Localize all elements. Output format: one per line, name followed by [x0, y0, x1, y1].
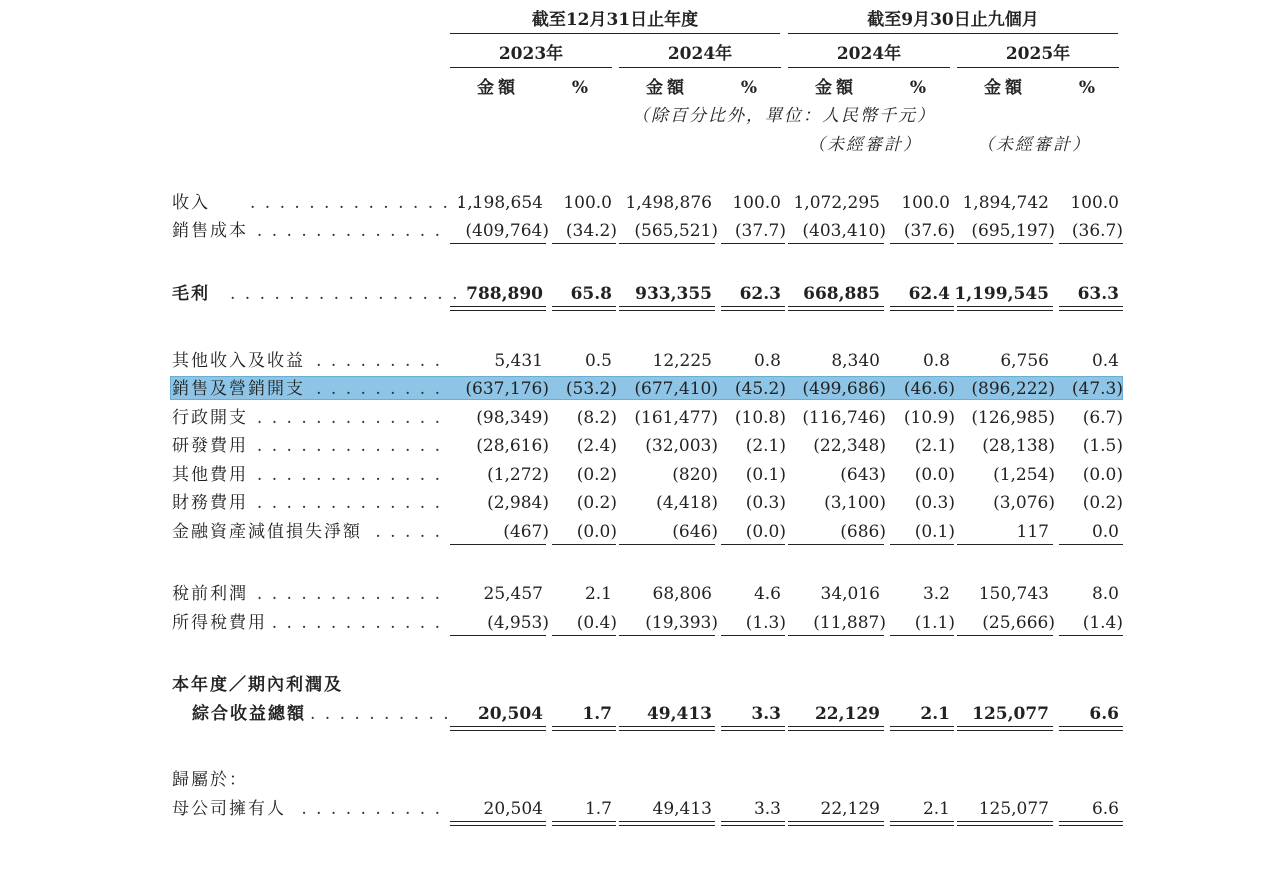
cell-amount: 20,504 [477, 704, 543, 724]
cell-percent: 0.5 [584, 351, 612, 371]
subtotal-rule [788, 544, 884, 545]
row-label-total-comprehensive-income: 綜合收益總額 [192, 704, 306, 724]
cell-percent: (53.2) [565, 379, 617, 399]
row-label-impairment-losses: 金融資產減值損失淨額 [172, 522, 362, 542]
subtotal-rule [957, 243, 1053, 244]
cell-amount: 20,504 [483, 799, 543, 819]
cell-amount: 8,340 [831, 351, 880, 371]
subtotal-rule [957, 635, 1053, 636]
subtotal-rule [890, 243, 954, 244]
cell-amount: (499,686) [802, 379, 886, 399]
total-double-rule [1059, 726, 1123, 731]
cell-percent: (0.3) [745, 493, 786, 513]
cell-percent: (36.7) [1071, 221, 1123, 241]
cell-percent: (10.9) [903, 408, 955, 428]
cell-amount: 668,885 [803, 284, 880, 304]
row-label-finance-costs: 財務費用 [172, 493, 248, 513]
cell-amount: (403,410) [802, 221, 886, 241]
row-label-profit-before-tax: 稅前利潤 [172, 584, 248, 604]
cell-percent: (6.7) [1082, 408, 1123, 428]
leader-dots: . . . . . . . . . [316, 379, 442, 399]
cell-percent: (0.2) [576, 465, 617, 485]
cell-percent: 1.7 [582, 704, 612, 724]
row-label-income-tax: 所得稅費用 [172, 613, 267, 633]
cell-percent: 65.8 [570, 284, 612, 304]
leader-dots: . . . . . . . . . . . . . [256, 408, 442, 428]
cell-amount: (4,418) [656, 493, 718, 513]
cell-percent: (8.2) [576, 408, 617, 428]
cell-percent: 4.6 [753, 584, 781, 604]
cell-amount: 125,077 [972, 704, 1049, 724]
subtotal-rule [721, 243, 785, 244]
cell-percent: (10.8) [734, 408, 786, 428]
subtotal-rule [721, 544, 785, 545]
cell-amount: (409,764) [465, 221, 549, 241]
total-double-rule [552, 821, 616, 826]
cell-amount: (695,197) [971, 221, 1055, 241]
cell-percent: 100.0 [732, 193, 781, 213]
cell-amount: 49,413 [652, 799, 712, 819]
period-header-full-year: 截至12月31日止年度 [531, 10, 699, 30]
cell-percent: 62.3 [739, 284, 781, 304]
cell-percent: 63.3 [1077, 284, 1119, 304]
cell-amount: (19,393) [645, 613, 718, 633]
subtotal-rule [1059, 243, 1123, 244]
total-double-rule [788, 306, 884, 311]
cell-amount: 1,199,545 [954, 284, 1049, 304]
total-double-rule [552, 306, 616, 311]
subtotal-rule [721, 635, 785, 636]
subtotal-rule [450, 544, 546, 545]
cell-amount: 125,077 [978, 799, 1049, 819]
cell-amount: (686) [840, 522, 886, 542]
cell-percent: (37.6) [903, 221, 955, 241]
row-label-other-income: 其他收入及收益 [172, 351, 305, 371]
percent-column-label: % [571, 78, 589, 98]
percent-column-label: % [909, 78, 927, 98]
cell-amount: (161,477) [634, 408, 718, 428]
cell-amount: (11,887) [813, 613, 886, 633]
cell-percent: (46.6) [903, 379, 955, 399]
leader-dots: . . . . . . . . . [316, 351, 442, 371]
cell-amount: (25,666) [982, 613, 1055, 633]
total-double-rule [1059, 821, 1123, 826]
cell-amount: (116,746) [802, 408, 886, 428]
cell-amount: 22,129 [820, 799, 880, 819]
cell-percent: (0.0) [1082, 465, 1123, 485]
amount-column-label: 金額 [815, 78, 857, 98]
row-label-cost-of-sales: 銷售成本 [172, 221, 248, 241]
cell-amount: 22,129 [814, 704, 880, 724]
amount-column-label: 金額 [646, 78, 688, 98]
cell-percent: 0.8 [753, 351, 781, 371]
cell-percent: (1.3) [745, 613, 786, 633]
leader-dots: . . . . . . . . . . . . . [256, 584, 442, 604]
cell-amount: (1,254) [993, 465, 1055, 485]
cell-amount: (2,984) [487, 493, 549, 513]
row-label-other-expenses: 其他費用 [172, 465, 248, 485]
cell-amount: (28,138) [982, 436, 1055, 456]
subtotal-rule [450, 635, 546, 636]
total-double-rule [957, 306, 1053, 311]
year-rule [450, 67, 612, 68]
amount-column-label: 金額 [477, 78, 519, 98]
row-label-rd-expenses: 研發費用 [172, 436, 248, 456]
leader-dots: . . . . . . . . . . . . . . . . [250, 193, 480, 213]
subtotal-rule [890, 544, 954, 545]
subtotal-rule [788, 635, 884, 636]
cell-percent: (1.4) [1082, 613, 1123, 633]
year-2025-nine-months: 2025年 [1005, 44, 1071, 64]
cell-percent: 1.7 [584, 799, 612, 819]
cell-percent: (2.4) [576, 436, 617, 456]
cell-percent: (0.2) [1082, 493, 1123, 513]
total-double-rule [788, 726, 884, 731]
subtotal-rule [552, 635, 616, 636]
cell-amount: (3,076) [993, 493, 1055, 513]
cell-amount: (28,616) [476, 436, 549, 456]
total-double-rule [890, 306, 954, 311]
cell-percent: (34.2) [565, 221, 617, 241]
leader-dots: . . . . . . . . . . [310, 704, 451, 724]
total-double-rule [890, 821, 954, 826]
total-double-rule [1059, 306, 1123, 311]
cell-amount: (1,272) [487, 465, 549, 485]
cell-percent: 62.4 [908, 284, 950, 304]
cell-percent: (0.1) [745, 465, 786, 485]
cell-percent: 3.3 [753, 799, 781, 819]
cell-amount: 49,413 [646, 704, 712, 724]
subtotal-rule [619, 544, 715, 545]
cell-percent: 2.1 [922, 799, 950, 819]
cell-amount: 117 [1016, 522, 1049, 542]
cell-percent: 6.6 [1089, 704, 1119, 724]
cell-amount: 1,894,742 [962, 193, 1049, 213]
cell-percent: 6.6 [1091, 799, 1119, 819]
cell-amount: (643) [840, 465, 886, 485]
subtotal-rule [619, 243, 715, 244]
cell-percent: 8.0 [1091, 584, 1119, 604]
cell-amount: 25,457 [483, 584, 543, 604]
subtotal-rule [890, 635, 954, 636]
row-label-attributable-to: 歸屬於： [172, 770, 248, 790]
leader-dots: . . . . . [375, 522, 442, 542]
cell-percent: (2.1) [914, 436, 955, 456]
total-double-rule [450, 821, 546, 826]
total-double-rule [619, 306, 715, 311]
cell-percent: (0.1) [914, 522, 955, 542]
period-header-nine-months: 截至9月30日止九個月 [867, 10, 1039, 30]
cell-amount: (32,003) [645, 436, 718, 456]
unaudited-note: （未經審計） [808, 135, 922, 155]
cell-percent: (1.1) [914, 613, 955, 633]
total-double-rule [619, 821, 715, 826]
subtotal-rule [450, 243, 546, 244]
total-double-rule [890, 726, 954, 731]
unaudited-note: （未經審計） [977, 135, 1091, 155]
cell-percent: (0.0) [745, 522, 786, 542]
total-double-rule [450, 726, 546, 731]
cell-percent: (0.3) [914, 493, 955, 513]
cell-amount: 788,890 [466, 284, 543, 304]
amount-column-label: 金額 [984, 78, 1026, 98]
cell-percent: 100.0 [1070, 193, 1119, 213]
leader-dots: . . . . . . . . . . . . . [256, 493, 442, 513]
row-label-gross-profit: 毛利 [172, 284, 210, 304]
cell-amount: 12,225 [652, 351, 712, 371]
total-double-rule [721, 726, 785, 731]
cell-percent: 100.0 [563, 193, 612, 213]
cell-percent: 0.4 [1091, 351, 1119, 371]
year-rule [788, 67, 950, 68]
subtotal-rule [552, 544, 616, 545]
cell-amount: 1,198,654 [456, 193, 543, 213]
cell-percent: (0.0) [576, 522, 617, 542]
cell-amount: (467) [503, 522, 549, 542]
cell-amount: 6,756 [1000, 351, 1049, 371]
header-rule [450, 33, 780, 34]
cell-amount: 150,743 [978, 584, 1049, 604]
cell-percent: (37.7) [734, 221, 786, 241]
subtotal-rule [1059, 635, 1123, 636]
cell-percent: (2.1) [745, 436, 786, 456]
total-double-rule [788, 821, 884, 826]
total-double-rule [450, 306, 546, 311]
cell-percent: (0.2) [576, 493, 617, 513]
percent-column-label: % [740, 78, 758, 98]
cell-amount: (677,410) [634, 379, 718, 399]
cell-amount: 5,431 [494, 351, 543, 371]
cell-amount: (126,985) [971, 408, 1055, 428]
cell-amount: (3,100) [824, 493, 886, 513]
row-label-profit-for-period: 本年度／期內利潤及 [172, 675, 343, 695]
total-double-rule [957, 726, 1053, 731]
row-label-selling-expenses: 銷售及營銷開支 [172, 379, 305, 399]
row-label-owners-of-parent: 母公司擁有人 [172, 799, 286, 819]
cell-percent: (1.5) [1082, 436, 1123, 456]
year-rule [619, 67, 781, 68]
cell-amount: (98,349) [476, 408, 549, 428]
cell-amount: 68,806 [652, 584, 712, 604]
total-double-rule [957, 821, 1053, 826]
cell-percent: (47.3) [1071, 379, 1123, 399]
leader-dots: . . . . . . . . . . . . . . . . [230, 284, 460, 304]
cell-amount: (637,176) [465, 379, 549, 399]
cell-percent: 100.0 [901, 193, 950, 213]
total-double-rule [721, 821, 785, 826]
cell-amount: (646) [672, 522, 718, 542]
cell-amount: (565,521) [634, 221, 718, 241]
cell-amount: (22,348) [813, 436, 886, 456]
subtotal-rule [552, 243, 616, 244]
row-label-admin-expenses: 行政開支 [172, 408, 248, 428]
unit-note: （除百分比外，單位：人民幣千元） [632, 106, 936, 126]
cell-percent: 3.2 [922, 584, 950, 604]
year-rule [957, 67, 1119, 68]
total-double-rule [619, 726, 715, 731]
cell-percent: 3.3 [751, 704, 781, 724]
leader-dots: . . . . . . . . . . . . [271, 613, 442, 633]
cell-percent: 0.8 [922, 351, 950, 371]
year-2023: 2023年 [498, 44, 564, 64]
cell-amount: (820) [672, 465, 718, 485]
cell-amount: 34,016 [820, 584, 880, 604]
header-rule [788, 33, 1118, 34]
cell-amount: (4,953) [487, 613, 549, 633]
cell-percent: (0.0) [914, 465, 955, 485]
cell-percent: 2.1 [920, 704, 950, 724]
cell-percent: 2.1 [584, 584, 612, 604]
cell-amount: 933,355 [635, 284, 712, 304]
cell-percent: (0.4) [576, 613, 617, 633]
total-double-rule [552, 726, 616, 731]
cell-amount: (896,222) [971, 379, 1055, 399]
leader-dots: . . . . . . . . . . . . . [256, 221, 442, 241]
cell-percent: (45.2) [734, 379, 786, 399]
subtotal-rule [1059, 544, 1123, 545]
leader-dots: . . . . . . . . . . . . . [256, 436, 442, 456]
year-2024-nine-months: 2024年 [836, 44, 902, 64]
year-2024: 2024年 [667, 44, 733, 64]
subtotal-rule [957, 544, 1053, 545]
cell-percent: 0.0 [1091, 522, 1119, 542]
row-label-revenue: 收入 [172, 193, 210, 213]
subtotal-rule [619, 635, 715, 636]
cell-amount: 1,072,295 [793, 193, 880, 213]
percent-column-label: % [1078, 78, 1096, 98]
total-double-rule [721, 306, 785, 311]
subtotal-rule [788, 243, 884, 244]
leader-dots: . . . . . . . . . . [301, 799, 442, 819]
cell-amount: 1,498,876 [625, 193, 712, 213]
leader-dots: . . . . . . . . . . . . . [256, 465, 442, 485]
